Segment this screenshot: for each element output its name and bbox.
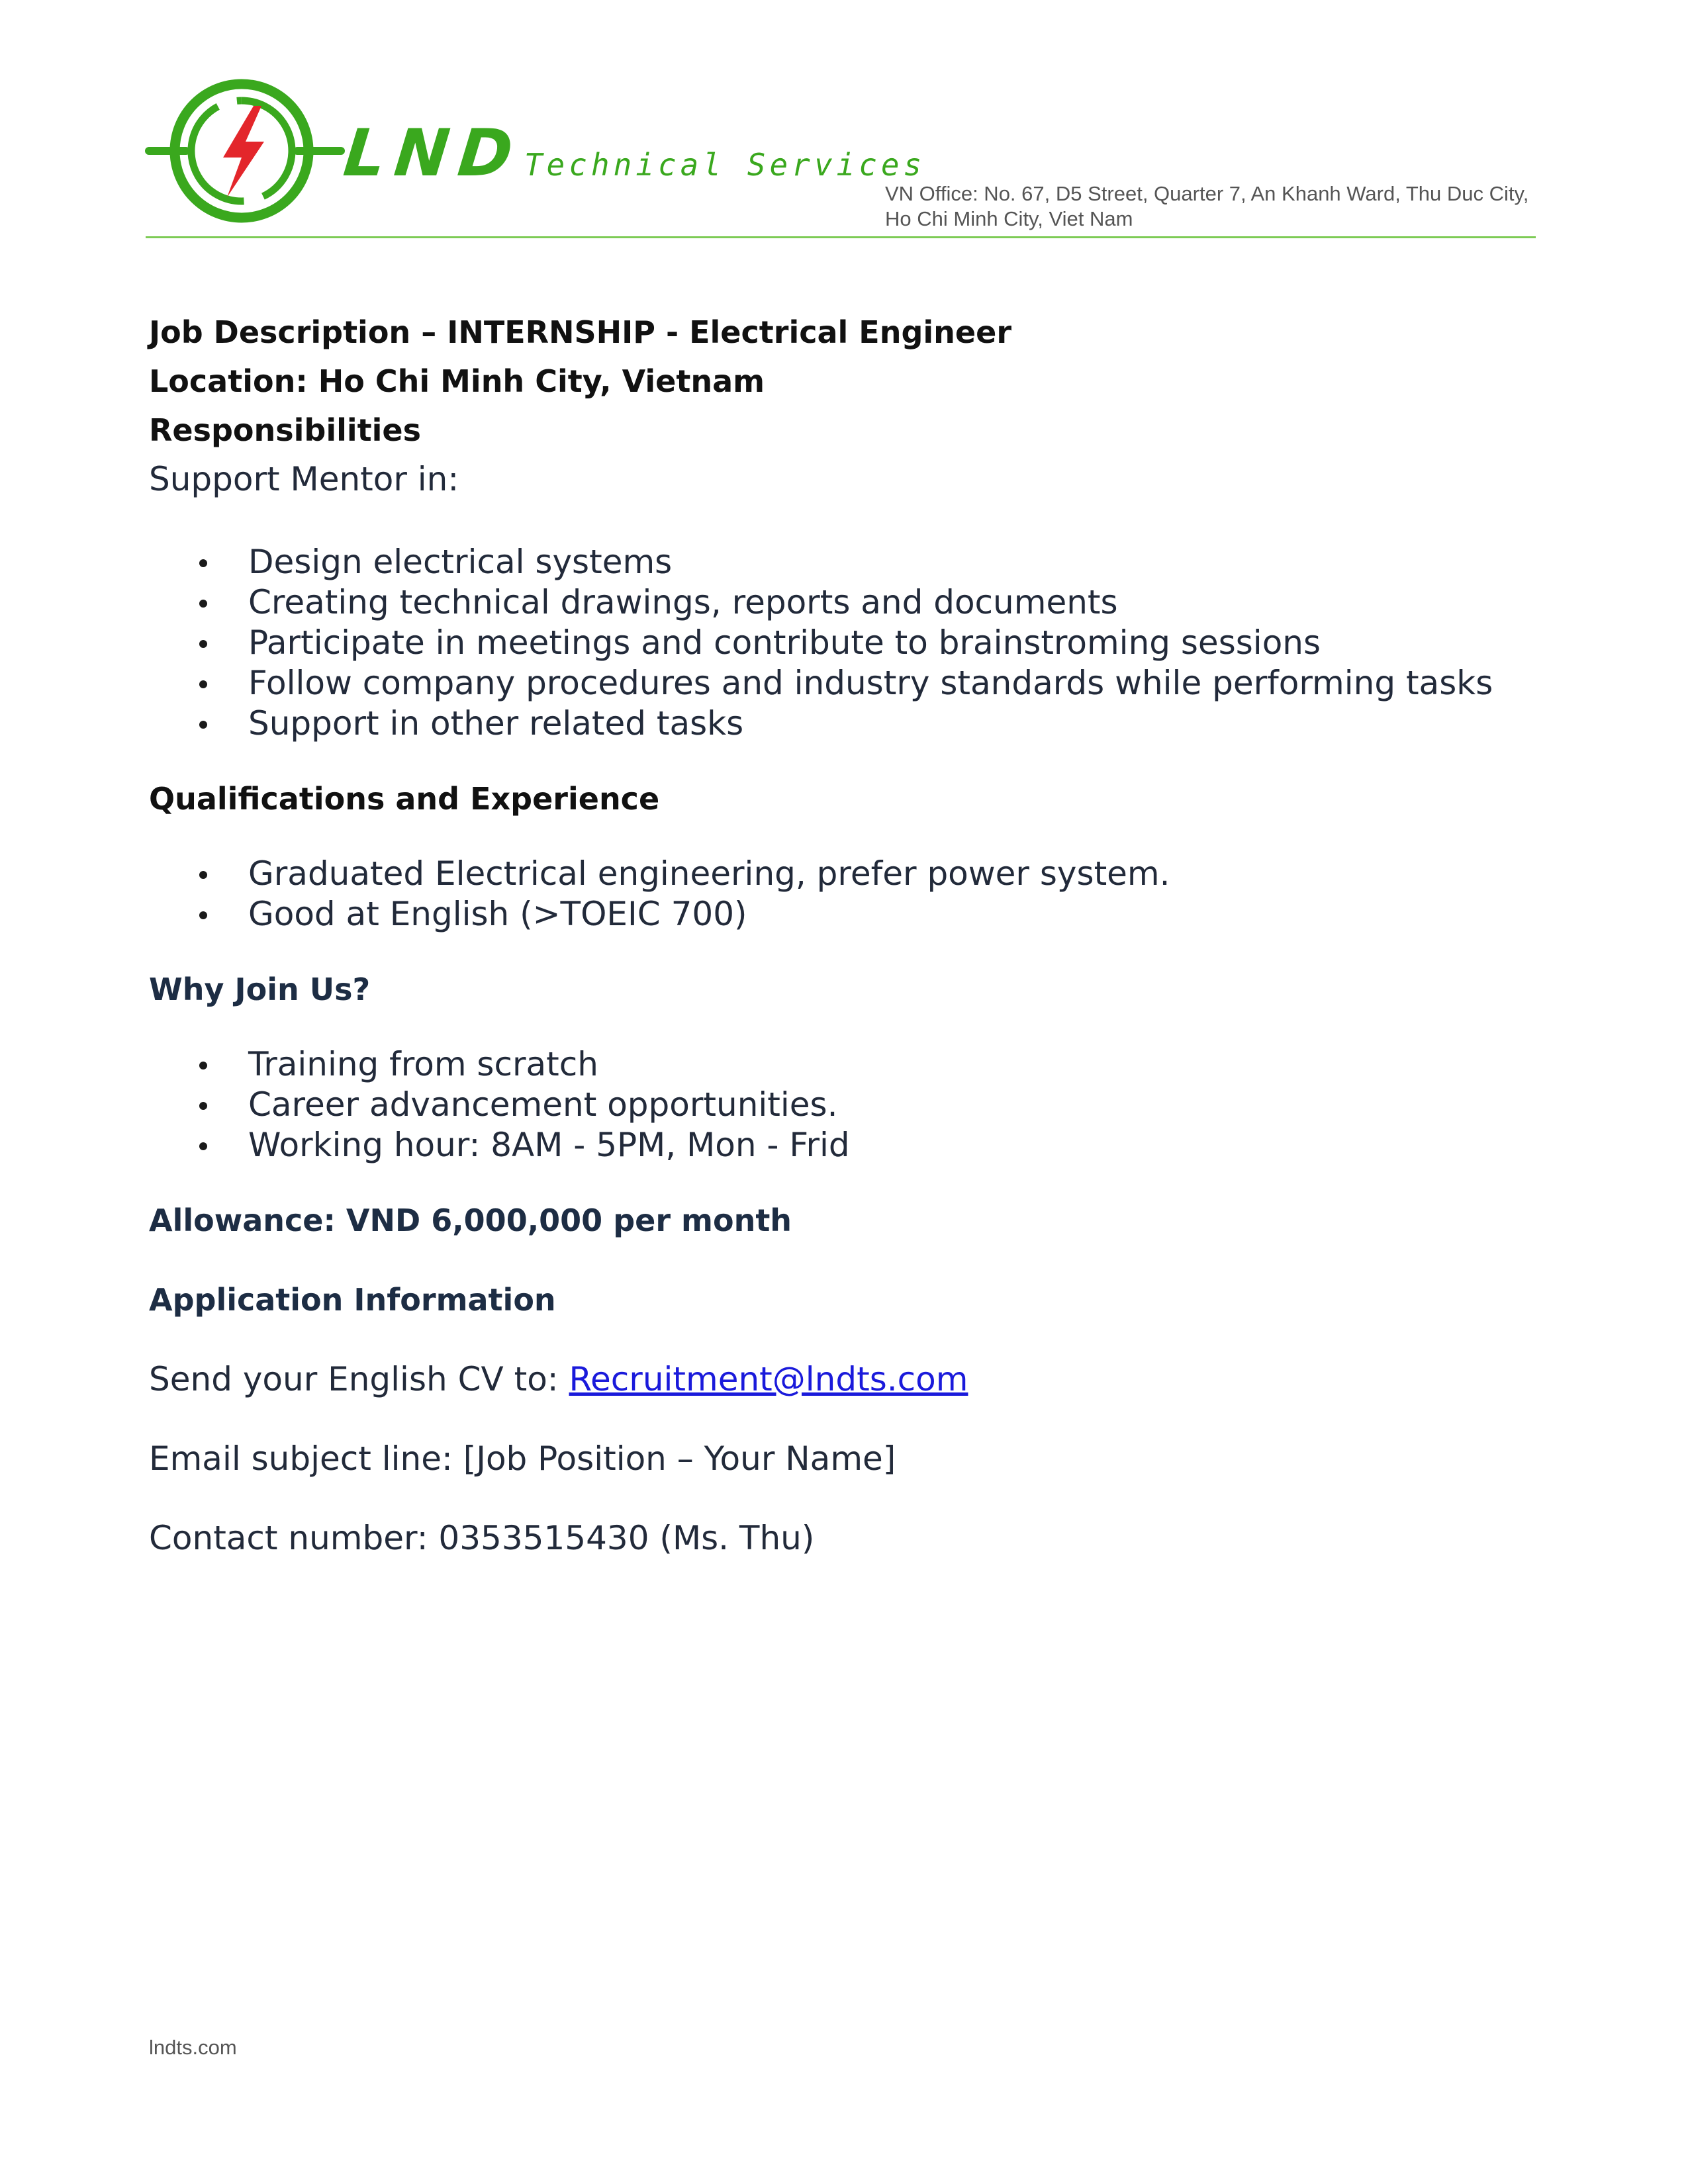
why-join-list	[149, 1044, 1546, 1165]
list-item: Career advancement opportunities.	[149, 1085, 1546, 1125]
list-item: Follow company procedures and industry standards while performing tasks	[149, 663, 1546, 704]
bullet-icon	[199, 721, 207, 729]
application-heading: Application Information	[149, 1282, 556, 1318]
logo-wordmark	[340, 116, 926, 191]
logo-tagline: Technical Services	[524, 147, 926, 183]
contact-number: Contact number: 0353515430 (Ms. Thu)	[149, 1519, 815, 1557]
bullet-icon	[199, 600, 207, 608]
responsibilities-list	[149, 542, 1546, 744]
cv-instruction-text: Send your English CV to:	[149, 1360, 569, 1398]
list-item: Working hour: 8AM - 5PM, Mon - Frid	[149, 1125, 1546, 1165]
job-location: Location: Ho Chi Minh City, Vietnam	[149, 363, 765, 399]
bullet-icon	[199, 871, 207, 879]
company-logo	[142, 73, 926, 232]
logo-brand: LND	[340, 116, 526, 191]
recruitment-email-link[interactable]: Recruitment@lndts.com	[569, 1360, 968, 1398]
cv-instruction	[149, 1355, 1546, 1404]
bullet-icon	[199, 680, 207, 688]
list-item: Creating technical drawings, reports and documents	[149, 582, 1546, 623]
job-description-body	[149, 308, 1546, 1563]
office-address-line-2: Ho Chi Minh City, Viet Nam	[885, 207, 1133, 230]
why-join-heading: Why Join Us?	[149, 972, 371, 1007]
list-item: Good at English (>TOEIC 700)	[149, 894, 1546, 934]
bullet-icon	[199, 1142, 207, 1150]
email-subject-line: Email subject line: [Job Position – Your Name]	[149, 1439, 896, 1478]
header-divider	[146, 236, 1536, 238]
allowance: Allowance: VND 6,000,000 per month	[149, 1203, 792, 1238]
responsibilities-heading: Responsibilities	[149, 412, 421, 448]
list-item: Training from scratch	[149, 1044, 1546, 1085]
bullet-icon	[199, 1062, 207, 1069]
qualifications-list	[149, 854, 1546, 934]
lightning-bolt-icon	[223, 106, 264, 197]
list-item: Support in other related tasks	[149, 704, 1546, 744]
footer-website: lndts.com	[149, 2036, 237, 2059]
bullet-icon	[199, 911, 207, 919]
qualifications-heading: Qualifications and Experience	[149, 781, 660, 817]
list-item: Design electrical systems	[149, 542, 1546, 582]
bullet-icon	[199, 559, 207, 567]
responsibilities-intro: Support Mentor in:	[149, 460, 459, 498]
office-address	[885, 181, 1547, 232]
list-item: Participate in meetings and contribute to brainstroming sessions	[149, 623, 1546, 663]
bullet-icon	[199, 1102, 207, 1110]
bullet-icon	[199, 640, 207, 648]
office-address-line-1: VN Office: No. 67, D5 Street, Quarter 7, An Khanh Ward, Thu Duc City,	[885, 182, 1529, 205]
list-item: Graduated Electrical engineering, prefer power system.	[149, 854, 1546, 894]
job-title: Job Description – INTERNSHIP - Electrical Engineer	[149, 314, 1012, 350]
